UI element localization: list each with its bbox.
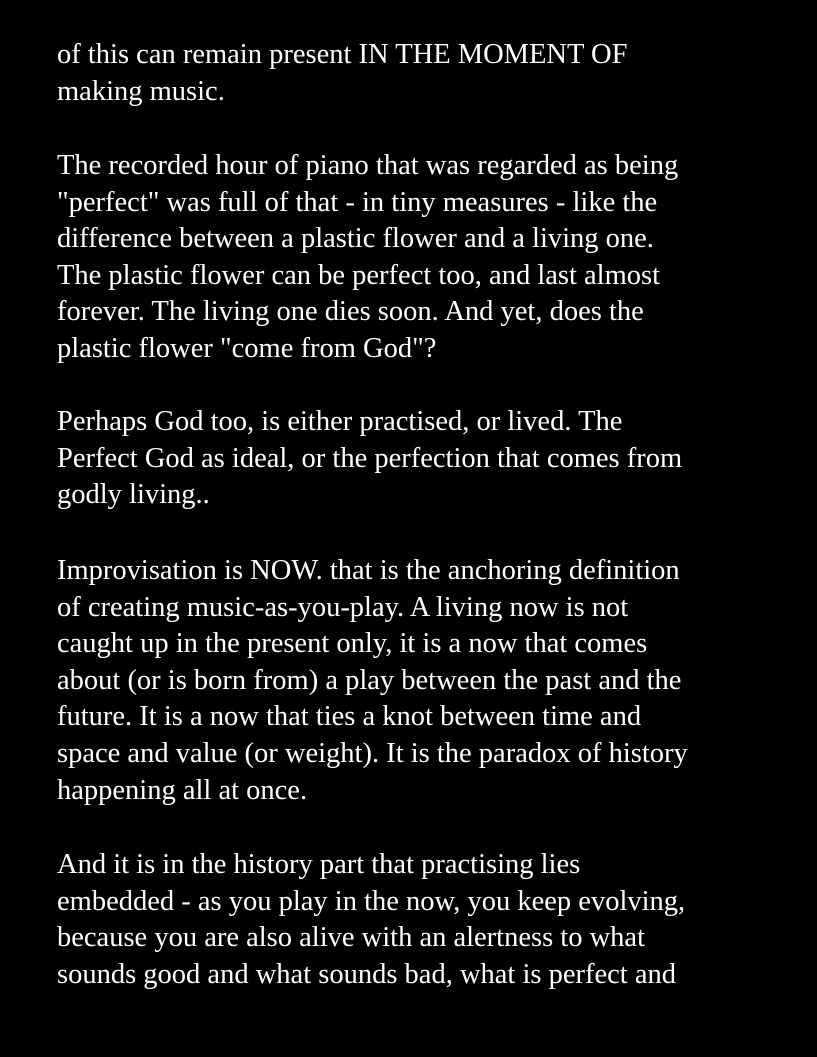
text-line: of this can remain present IN THE MOMENT OF [57,39,628,70]
text-line: Improvisation is NOW. that is the anchoring definition [57,555,680,586]
text-line: space and value (or weight). It is the paradox of history [57,737,688,769]
text-line: caught up in the present only, it is a now that comes [57,628,648,660]
paragraph-3 [57,404,682,514]
text-line: plastic flower "come from God"? [57,332,437,364]
text-line: future. It is a now that ties a knot between time and [57,701,642,733]
text-line: Perfect God as ideal, or the perfection that comes from [57,442,683,474]
text-line: forever. The living one dies soon. And yet, does the [57,296,644,328]
text-line: of creating music-as-you-play. A living now is not [57,591,629,623]
text-line: The recorded hour of piano that was regarded as being [57,150,679,181]
text-line: Perhaps God too, is either practised, or lived. The [57,406,623,437]
text-line: about (or is born from) a play between the past and the [57,664,682,696]
text-line: difference between a plastic flower and a living one. [57,223,654,255]
text-line: sounds good and what sounds bad, what is perfect and [57,958,676,990]
text-line: happening all at once. [57,774,308,806]
text-line: embedded - as you play in the now, you keep evolving, [57,885,686,917]
text-line: The plastic flower can be perfect too, and last almost [57,259,661,291]
text-line: "perfect" was full of that - in tiny measures - like the [57,186,658,218]
text-line: making music. [57,75,225,107]
paragraph-4 [57,553,688,809]
paragraph-5 [57,847,685,993]
text-line: godly living.. [57,479,210,511]
text-line: And it is in the history part that practising lies [57,849,581,880]
text-line: because you are also alive with an alertness to what [57,922,645,954]
paragraph-1 [57,37,627,110]
paragraph-2 [57,148,678,368]
